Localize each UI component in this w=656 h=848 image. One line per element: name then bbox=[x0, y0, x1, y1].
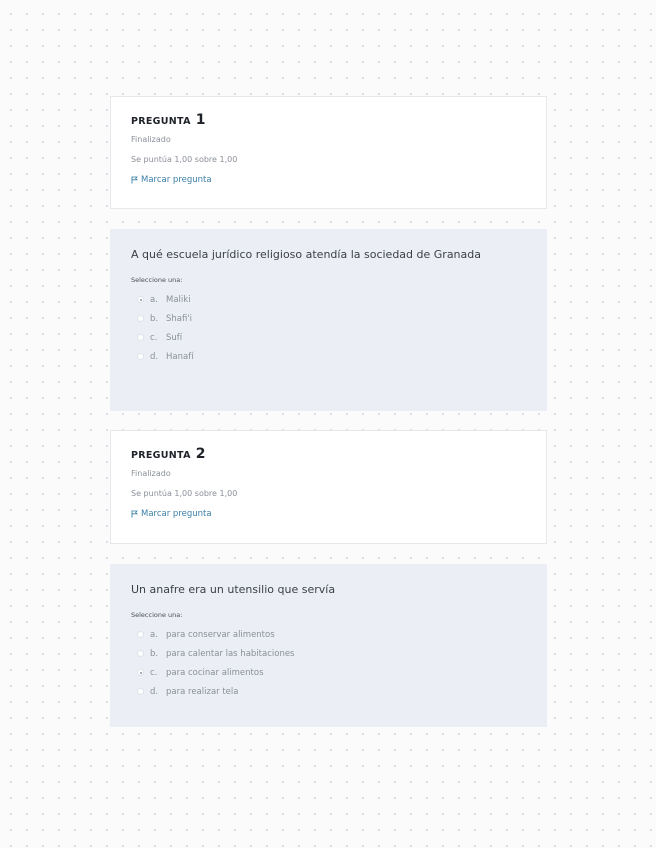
question-text: Un anafre era un utensilio que servía bbox=[131, 583, 336, 596]
flag-question-label: Marcar pregunta bbox=[141, 175, 212, 185]
answer-letter: b. bbox=[150, 648, 159, 659]
question-2-heading bbox=[131, 446, 526, 462]
question-grade: Se puntúa 1,00 sobre 1,00 bbox=[131, 489, 238, 498]
radio-button[interactable] bbox=[137, 631, 144, 638]
question-1-content-card bbox=[110, 229, 547, 411]
answer-label[interactable]: Shafi'i bbox=[166, 313, 193, 324]
question-1-heading bbox=[131, 112, 526, 128]
answer-option-d[interactable] bbox=[131, 347, 200, 366]
question-2-content-card bbox=[110, 564, 547, 727]
answer-option-a[interactable] bbox=[131, 625, 281, 644]
answer-letter: d. bbox=[150, 686, 159, 697]
question-1-info-card bbox=[110, 96, 547, 209]
flag-icon bbox=[131, 176, 138, 184]
answer-option-a[interactable] bbox=[131, 290, 197, 309]
answer-label[interactable]: para calentar las habitaciones bbox=[166, 648, 295, 659]
answer-prompt: Seleccione una: bbox=[131, 611, 183, 619]
answer-label[interactable]: Maliki bbox=[166, 294, 191, 305]
answer-letter: c. bbox=[150, 332, 158, 343]
question-state: Finalizado bbox=[131, 469, 171, 478]
radio-button-checked[interactable] bbox=[137, 296, 144, 303]
question-2-info-card bbox=[110, 430, 547, 544]
answer-label[interactable]: para realizar tela bbox=[166, 686, 239, 697]
question-grade: Se puntúa 1,00 sobre 1,00 bbox=[131, 155, 238, 164]
question-number: 2 bbox=[195, 446, 206, 462]
answer-label[interactable]: para conservar alimentos bbox=[166, 629, 275, 640]
radio-button[interactable] bbox=[137, 315, 144, 322]
flag-question-label: Marcar pregunta bbox=[141, 509, 212, 519]
answer-label[interactable]: Sufí bbox=[166, 332, 183, 343]
flag-icon bbox=[131, 510, 138, 518]
answer-option-b[interactable] bbox=[131, 644, 300, 663]
question-number: 1 bbox=[195, 112, 206, 128]
flag-question-link[interactable] bbox=[131, 509, 212, 519]
question-label: PREGUNTA bbox=[131, 450, 191, 461]
answer-label[interactable]: para cocinar alimentos bbox=[166, 667, 264, 678]
question-text: A qué escuela jurídico religioso atendía la sociedad de Granada bbox=[131, 248, 481, 261]
answer-letter: a. bbox=[150, 629, 158, 640]
answer-option-c[interactable] bbox=[131, 328, 188, 347]
answer-option-d[interactable] bbox=[131, 682, 244, 701]
answer-letter: c. bbox=[150, 667, 158, 678]
flag-question-link[interactable] bbox=[131, 175, 212, 185]
answer-prompt: Seleccione una: bbox=[131, 276, 183, 284]
answer-label[interactable]: Hanafí bbox=[166, 351, 194, 362]
answer-option-b[interactable] bbox=[131, 309, 198, 328]
answer-letter: b. bbox=[150, 313, 159, 324]
answer-list bbox=[131, 290, 526, 366]
answer-letter: a. bbox=[150, 294, 158, 305]
radio-button-checked[interactable] bbox=[137, 669, 144, 676]
radio-button[interactable] bbox=[137, 688, 144, 695]
question-label: PREGUNTA bbox=[131, 116, 191, 127]
radio-button[interactable] bbox=[137, 334, 144, 341]
answer-letter: d. bbox=[150, 351, 159, 362]
radio-button[interactable] bbox=[137, 650, 144, 657]
answer-option-c[interactable] bbox=[131, 663, 270, 682]
radio-button[interactable] bbox=[137, 353, 144, 360]
answer-list bbox=[131, 625, 526, 701]
question-state: Finalizado bbox=[131, 135, 171, 144]
